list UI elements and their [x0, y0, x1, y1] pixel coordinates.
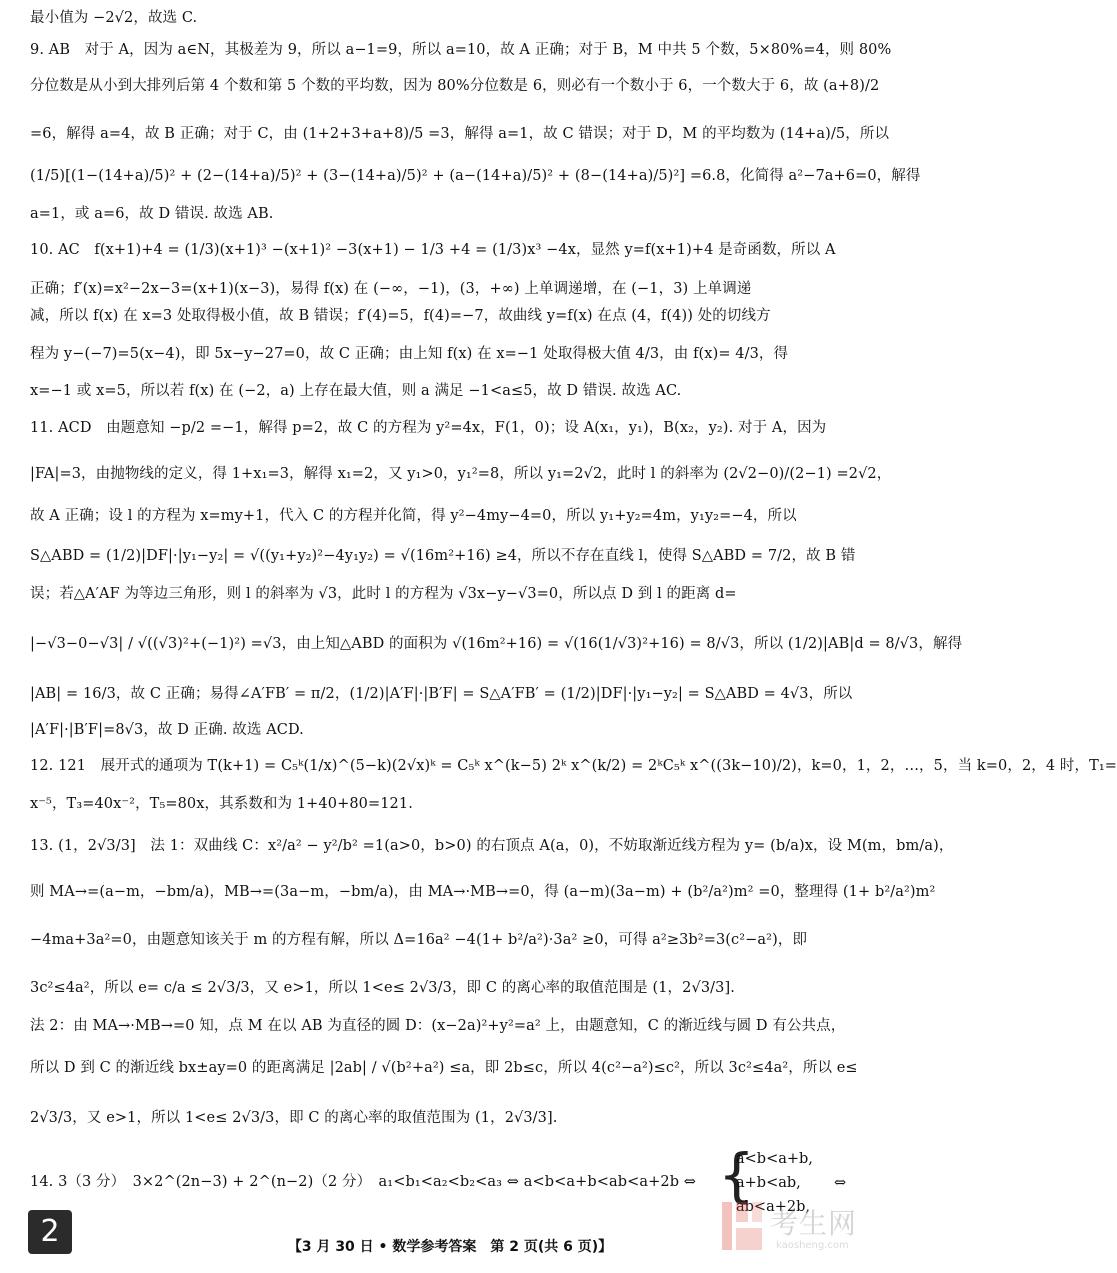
- text-line: S△ABD = (1/2)|DF|·|y₁−y₂| = √((y₁+y₂)²−4y₁y₂) = √(16m²+16) ≥4，所以不存在直线 l，使得 S△ABD = 7/2，故 B 错: [30, 548, 856, 564]
- page-number-badge: 2: [28, 1210, 72, 1254]
- text-line: 法 2：由 MA→·MB→=0 知，点 M 在以 AB 为直径的圆 D：(x−2a)²+y²=a² 上，由题意知，C 的渐近线与圆 D 有公共点，: [30, 1018, 846, 1034]
- text-line: 14. 3（3 分） 3×2^(2n−3) + 2^(n−2)（2 分） a₁<b₁<a₂<b₂<a₃ ⇔ a<b<a+b<ab<a+2b ⇔: [30, 1174, 697, 1190]
- condition-line: a<b<a+b,: [736, 1151, 813, 1167]
- text-line: −4ma+3a²=0，由题意知该关于 m 的方程有解，所以 Δ=16a² −4(1+ b²/a²)·3a² ≥0，可得 a²≥3b²=3(c²−a²)，即: [30, 932, 808, 948]
- text-line: x=−1 或 x=5，所以若 f(x) 在 (−2，a) 上存在最大值，则 a 满足 −1<a≤5，故 D 错误. 故选 AC.: [30, 383, 682, 399]
- text-line: =6，解得 a=4，故 B 正确；对于 C，由 (1+2+3+a+8)/5 =3，解得 a=1，故 C 错误；对于 D，M 的平均数为 (14+a)/5，所以: [30, 126, 890, 142]
- text-line: 故 A 正确；设 l 的方程为 x=my+1，代入 C 的方程并化简，得 y²−4my−4=0，所以 y₁+y₂=4m，y₁y₂=−4，所以: [30, 508, 797, 524]
- text-line: 13. (1，2√3/3] 法 1：双曲线 C：x²/a² − y²/b² =1(a>0，b>0) 的右顶点 A(a，0)，不妨取渐近线方程为 y= (b/a)x，设 M(m，bm/a)，: [30, 838, 954, 854]
- watermark-url: kaosheng.com: [776, 1240, 849, 1251]
- left-brace-icon: {: [718, 1141, 755, 1209]
- text-line: 10. AC f(x+1)+4 = (1/3)(x+1)³ −(x+1)² −3(x+1) − 1/3 +4 = (1/3)x³ −4x，显然 y=f(x+1)+4 是奇函数，所以 A: [30, 242, 836, 258]
- text-line: 程为 y−(−7)=5(x−4)，即 5x−y−27=0，故 C 正确；由上知 f(x) 在 x=−1 处取得极大值 4/3，由 f(x)= 4/3，得: [30, 346, 789, 362]
- text-line: |FA|=3，由抛物线的定义，得 1+x₁=3，解得 x₁=2，又 y₁>0，y₁²=8，所以 y₁=2√2，此时 l 的斜率为 (2√2−0)/(2−1) =2√2，: [30, 466, 892, 482]
- text-line: 所以 D 到 C 的渐近线 bx±ay=0 的距离满足 |2ab| / √(b²+a²) ≤a，即 2b≤c，所以 4(c²−a²)≤c²，所以 3c²≤4a²，所以 e≤: [30, 1060, 858, 1076]
- text-line: 减，所以 f(x) 在 x=3 处取得极小值，故 B 错误；f′(4)=5，f(4)=−7，故曲线 y=f(x) 在点 (4，f(4)) 处的切线方: [30, 308, 771, 324]
- text-line: |A′F|·|B′F|=8√3，故 D 正确. 故选 ACD.: [30, 722, 304, 738]
- text-line: 最小值为 −2√2，故选 C.: [30, 10, 198, 26]
- text-line: 则 MA→=(a−m，−bm/a)，MB→=(3a−m，−bm/a)，由 MA→·MB→=0，得 (a−m)(3a−m) + (b²/a²)m² =0，整理得 (1+ b²/a²)m²: [30, 884, 936, 900]
- text-line: 9. AB 对于 A，因为 a∈N，其极差为 9，所以 a−1=9，所以 a=10，故 A 正确；对于 B，M 中共 5 个数，5×80%=4，则 80%: [30, 42, 892, 58]
- text-line: |−√3−0−√3| / √((√3)²+(−1)²) =√3，由上知△ABD 的面积为 √(16m²+16) = √(16(1/√3)²+16) = 8/√3，所以 (1/2)|AB|d = 8/√3，解得: [30, 636, 963, 652]
- text-line: 误；若△A′AF 为等边三角形，则 l 的斜率为 √3，此时 l 的方程为 √3x−y−√3=0，所以点 D 到 l 的距离 d=: [30, 586, 737, 602]
- text-line: a=1，或 a=6，故 D 错误. 故选 AB.: [30, 206, 274, 222]
- text-line: 11. ACD 由题意知 −p/2 =−1，解得 p=2，故 C 的方程为 y²=4x，F(1，0)；设 A(x₁，y₁)，B(x₂，y₂). 对于 A，因为: [30, 420, 827, 436]
- text-line: 2√3/3，又 e>1，所以 1<e≤ 2√3/3，即 C 的离心率的取值范围为 (1，2√3/3].: [30, 1110, 558, 1126]
- text-line: 3c²≤4a²，所以 e= c/a ≤ 2√3/3，又 e>1，所以 1<e≤ 2√3/3，即 C 的离心率的取值范围是 (1，2√3/3].: [30, 980, 735, 996]
- text-line: 12. 121 展开式的通项为 T(k+1) = C₅ᵏ(1/x)^(5−k)(2√x)ᵏ = C₅ᵏ x^(k−5) 2ᵏ x^(k/2) = 2ᵏC₅ᵏ x^((3k−10)/2)，k=0，1，2，…，5，当 k=0，2，4 时，T₁=: [30, 758, 1117, 774]
- page-footer: 【3 月 30 日 • 数学参考答案 第 2 页(共 6 页)】: [287, 1239, 613, 1255]
- text-line: x⁻⁵，T₃=40x⁻²，T₅=80x，其系数和为 1+40+80=121.: [30, 796, 413, 812]
- condition-line: a+b<ab,: [736, 1175, 801, 1191]
- text-line: (1/5)[(1−(14+a)/5)² + (2−(14+a)/5)² + (3−(14+a)/5)² + (a−(14+a)/5)² + (8−(14+a)/5)²] =6.8，化简得 a²−7a+6=0，解得: [30, 168, 921, 184]
- kaosheng-logo-icon: [720, 1200, 764, 1252]
- equivalence-symbol: ⇔: [834, 1175, 847, 1191]
- condition-line: ab<a+2b,: [736, 1199, 810, 1215]
- watermark: [720, 1196, 890, 1260]
- text-line: 正确；f′(x)=x²−2x−3=(x+1)(x−3)，易得 f(x) 在 (−∞，−1)，(3，+∞) 上单调递增，在 (−1，3) 上单调递: [30, 281, 752, 297]
- text-line: |AB| = 16/3，故 C 正确；易得∠A′FB′ = π/2，(1/2)|A′F|·|B′F| = S△A′FB′ = (1/2)|DF|·|y₁−y₂| = S△ABD = 4√3，所以: [30, 686, 853, 702]
- text-line: 分位数是从小到大排列后第 4 个数和第 5 个数的平均数，因为 80%分位数是 6，则必有一个数小于 6，一个数大于 6，故 (a+8)/2: [30, 78, 880, 94]
- watermark-name: 考生网: [770, 1207, 858, 1240]
